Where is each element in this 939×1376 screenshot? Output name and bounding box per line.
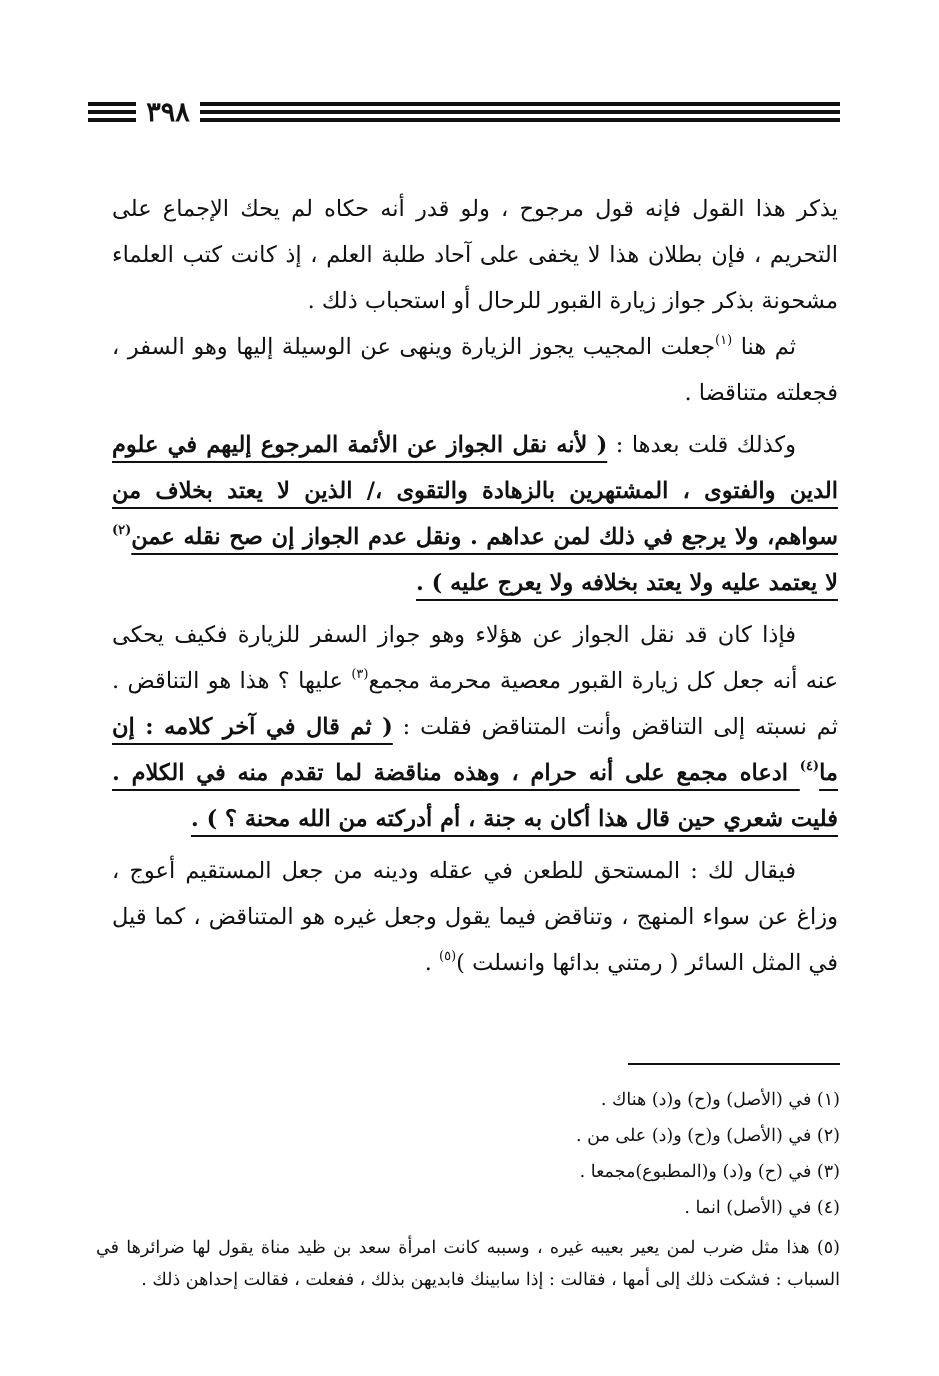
- footnote-2: (٢) في (الأصل) و(ح) و(د) على من .: [576, 1126, 840, 1146]
- quoted-text: ( ثم قال في آخر كلامه : إن ما: [112, 714, 838, 786]
- footnote-marker: (٣): [351, 667, 369, 682]
- header-rule: [88, 102, 136, 106]
- header-rule: [88, 118, 136, 122]
- paragraph-text: .: [424, 950, 440, 976]
- paragraph-text: فإذا كان قد نقل الجواز عن هؤلاء وهو جواز السفر للزيارة فكيف يحكى عنه أنه جعل كل زيارة القبور معصية محرمة مجمع: [112, 622, 838, 694]
- header-rule: [200, 102, 840, 106]
- paragraph-text: يذكر هذا القول فإنه قول مرجوح ، ولو قدر أنه حكاه لم يحك الإجماع على التحريم ، فإن بطلان هذا لا يخفى على آحاد طلبة العلم ، إذ كانت كتب العلماء مشحونة بذكر جواز زيارة القبور للرحال أو استحباب ذلك .: [112, 196, 838, 314]
- paragraph-2: [112, 324, 838, 416]
- page-header: [88, 98, 840, 128]
- footnote-marker: (٢): [112, 523, 132, 538]
- footnote-5: (٥) هذا مثل ضرب لمن يعير بعيبه غيره ، وسببه كانت امرأة سعد بن ظيد مناة يقول لها ضرائرها في السباب : فشكت ذلك إلى أمها ، فقالت : إذا سابينك فابديهن بذلك ، ففعلت ، فقالت إحداهن ذلك .: [96, 1238, 840, 1290]
- paragraph-text: ثم هنا: [732, 334, 796, 360]
- quoted-text: ( لأنه نقل الجواز عن الأئمة المرجوع إليهم في علوم الدين والفتوى ، المشتهرين بالزهادة والتقوى ،/ الذين لا يعتد بخلاف من سواهم، ولا يرجع في ذلك لمن عداهم . ونقل عدم الجواز إن صح نقله عمن: [112, 432, 838, 550]
- paragraph-3: [112, 422, 838, 606]
- footnote-separator: [628, 1063, 840, 1065]
- footnote-marker: (٤): [799, 759, 820, 774]
- paragraph-text: جعلت المجيب يجوز الزيارة وينهى عن الوسيلة إليها وهو السفر ، فجعلته متناقضا .: [112, 334, 838, 406]
- main-text: [112, 186, 838, 986]
- footnote-4: (٤) في (الأصل) انما .: [684, 1198, 840, 1218]
- quoted-text: لا يعتمد عليه ولا يعتد بخلافه ولا يعرج عليه ) .: [415, 570, 838, 596]
- header-rule: [200, 110, 840, 114]
- header-rule: [200, 118, 840, 122]
- paragraph-text: فيقال لك : المستحق للطعن في عقله ودينه من جعل المستقيم أعوج ، وزاغ عن سواء المنهج ، وتناقض فيما يقول وجعل غيره هو المتناقض ، كما قيل في المثل السائر ( رمتني بدائها وانسلت ): [112, 858, 838, 976]
- paragraph-1: [112, 186, 838, 324]
- page-number: ٣٩٨: [146, 97, 190, 128]
- paragraph-4: [112, 612, 838, 842]
- footnote-marker: (٥): [439, 949, 457, 964]
- footnote-marker: (١): [715, 333, 733, 348]
- footnote-3: (٣) في (ح) و(د) و(المطبوع)مجمعا .: [579, 1162, 840, 1182]
- footnote-1: (١) في (الأصل) و(ح) و(د) هناك .: [600, 1090, 840, 1110]
- paragraph-5: [112, 848, 838, 986]
- paragraph-text: وكذلك قلت بعدها :: [607, 432, 796, 458]
- quoted-text: ادعاه مجمع على أنه حرام ، وهذه مناقضة لما تقدم منه في الكلام . فليت شعري حين قال هذا أكان به جنة ، أم أدركته من الله محنة ؟ ) .: [112, 760, 838, 832]
- header-rule: [88, 110, 136, 114]
- footnotes: [96, 1082, 840, 1296]
- paragraph-text: عليها ؟ هذا هو التناقض . ثم نسبته إلى التناقض وأنت المتناقض فقلت :: [112, 668, 838, 740]
